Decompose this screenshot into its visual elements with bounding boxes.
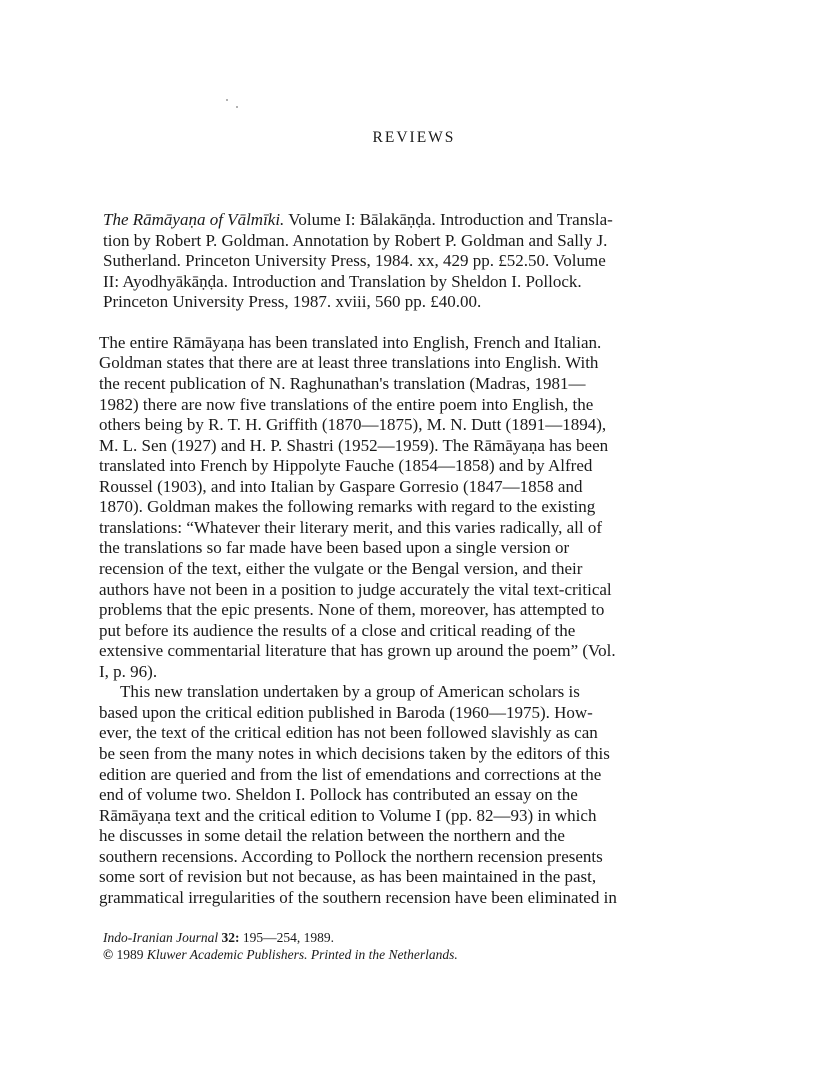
body-line: some sort of revision but not because, as has been maintained in the past, <box>99 867 597 886</box>
body-line: translations: “Whatever their literary merit, and this varies radically, all of <box>99 518 603 537</box>
body-line: Goldman states that there are at least three translations into English. With <box>99 353 599 372</box>
body-line: he discusses in some detail the relation between the northern and the <box>99 826 565 845</box>
body-line: southern recensions. According to Pollock the northern recension presents <box>99 847 603 866</box>
running-header: REVIEWS <box>372 129 456 146</box>
copyright-line <box>103 947 458 963</box>
body-line: put before its audience the results of a close and critical reading of the <box>99 621 576 640</box>
body-line: Rāmāyaṇa text and the critical edition to Volume I (pp. 82—93) in which <box>99 806 597 825</box>
citation-line: tion by Robert P. Goldman. Annotation by Robert P. Goldman and Sally J. <box>103 231 608 250</box>
citation-line: Princeton University Press, 1987. xviii, 560 pp. £40.00. <box>103 292 482 311</box>
copyright-symbol: © <box>103 947 114 962</box>
citation-line: The Rāmāyaṇa of Vālmīki. Volume I: Bālakāṇḍa. Introduction and Transla- <box>103 210 613 229</box>
body-line: problems that the epic presents. None of them, moreover, has attempted to <box>99 600 605 619</box>
scan-speck <box>226 99 228 101</box>
body-line: Roussel (1903), and into Italian by Gaspare Gorresio (1847—1858 and <box>99 477 583 496</box>
body-line: authors have not been in a position to judge accurately the vital text-critical <box>99 580 612 599</box>
scan-speck <box>236 106 238 108</box>
publisher-notice: Kluwer Academic Publishers. Printed in the Netherlands. <box>146 947 458 962</box>
body-line: the translations so far made have been based upon a single version or <box>99 538 570 557</box>
journal-volume: 32: <box>221 930 240 945</box>
body-line: end of volume two. Sheldon I. Pollock has contributed an essay on the <box>99 785 578 804</box>
body-line: based upon the critical edition published in Baroda (1960—1975). How- <box>99 703 593 722</box>
body-line: This new translation undertaken by a group of American scholars is <box>120 682 580 701</box>
body-line: the recent publication of N. Raghunathan's translation (Madras, 1981— <box>99 374 586 393</box>
copyright-year: 1989 <box>113 947 147 962</box>
body-line: The entire Rāmāyaṇa has been translated into English, French and Italian. <box>99 333 602 352</box>
body-line: 1982) there are now five translations of the entire poem into English, the <box>99 395 594 414</box>
body-line: I, p. 96). <box>99 662 158 681</box>
body-line: ever, the text of the critical edition has not been followed slavishly as can <box>99 723 598 742</box>
book-title: The Rāmāyaṇa of Vālmīki. <box>103 210 285 229</box>
citation-line: Sutherland. Princeton University Press, 1984. xx, 429 pp. £52.50. Volume <box>103 251 606 270</box>
citation-line: II: Ayodhyākāṇḍa. Introduction and Translation by Sheldon I. Pollock. <box>103 272 582 291</box>
body-line: extensive commentarial literature that has grown up around the poem” (Vol. <box>99 641 616 660</box>
body-line: M. L. Sen (1927) and H. P. Shastri (1952—1959). The Rāmāyaṇa has been <box>99 436 609 455</box>
body-line: be seen from the many notes in which decisions taken by the editors of this <box>99 744 610 763</box>
body-line: grammatical irregularities of the southern recension have been eliminated in <box>99 888 617 907</box>
body-line: others being by R. T. H. Griffith (1870—1875), M. N. Dutt (1891—1894), <box>99 415 607 434</box>
body-line: 1870). Goldman makes the following remarks with regard to the existing <box>99 497 596 516</box>
journal-reference <box>103 930 334 946</box>
body-line: translated into French by Hippolyte Fauche (1854—1858) and by Alfred <box>99 456 593 475</box>
body-line: recension of the text, either the vulgate or the Bengal version, and their <box>99 559 583 578</box>
journal-pages: 195—254, 1989. <box>239 930 334 945</box>
body-line: edition are queried and from the list of emendations and corrections at the <box>99 765 602 784</box>
journal-name: Indo-Iranian Journal <box>103 930 219 945</box>
